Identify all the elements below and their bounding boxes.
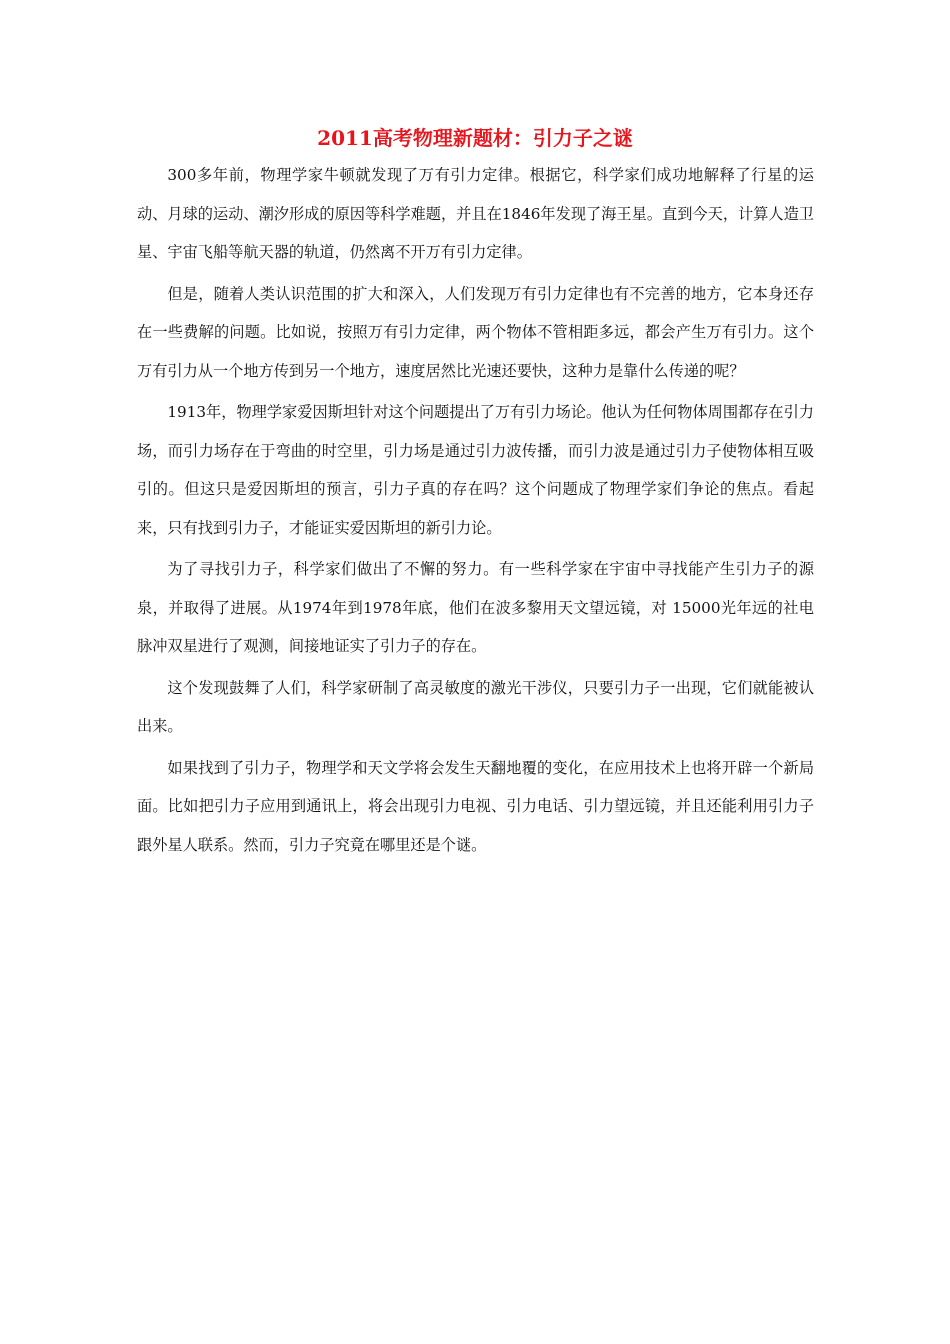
paragraph: 1913年，物理学家爱因斯坦针对这个问题提出了万有引力场论。他认为任何物体周围都存在引力场，而引力场存在于弯曲的时空里，引力场是通过引力波传播，而引力波是通过引力子使物体相互吸引的。但这只是爱因斯坦的预言，引力子真的存在吗？这个问题成了物理学家们争论的焦点。看起来，只有找到引力子，才能证实爱因斯坦的新引力论。: [137, 403, 814, 537]
paragraph: 300多年前，物理学家牛顿就发现了万有引力定律。根据它，科学家们成功地解释了行星的运动、月球的运动、潮汐形成的原因等科学难题，并且在1846年发现了海王星。直到今天，计算人造卫星、宇宙飞船等航天器的轨道，仍然离不开万有引力定律。: [137, 166, 814, 261]
document-title: 2011高考物理新题材：引力子之谜: [317, 126, 633, 150]
document-body: [137, 156, 814, 867]
paragraph: 为了寻找引力子，科学家们做出了不懈的努力。有一些科学家在宇宙中寻找能产生引力子的源泉，并取得了进展。从1974年到1978年底，他们在波多黎用天文望远镜，对 15000光年远的社电脉冲双星进行了观测，间接地证实了引力子的存在。: [137, 560, 814, 655]
paragraph: 但是，随着人类认识范围的扩大和深入，人们发现万有引力定律也有不完善的地方，它本身还存在一些费解的问题。比如说，按照万有引力定律，两个物体不管相距多远，都会产生万有引力。这个万有引力从一个地方传到另一个地方，速度居然比光速还要快，这种力是靠什么传递的呢？: [137, 284, 814, 380]
paragraph: 这个发现鼓舞了人们，科学家研制了高灵敏度的激光干涉仪，只要引力子一出现，它们就能被认出来。: [137, 678, 814, 735]
paragraph: 如果找到了引力子，物理学和天文学将会发生天翻地覆的变化，在应用技术上也将开辟一个新局面。比如把引力子应用到通讯上，将会出现引力电视、引力电话、引力望远镜，并且还能利用引力子跟外星人联系。然而，引力子究竟在哪里还是个谜。: [137, 758, 814, 854]
